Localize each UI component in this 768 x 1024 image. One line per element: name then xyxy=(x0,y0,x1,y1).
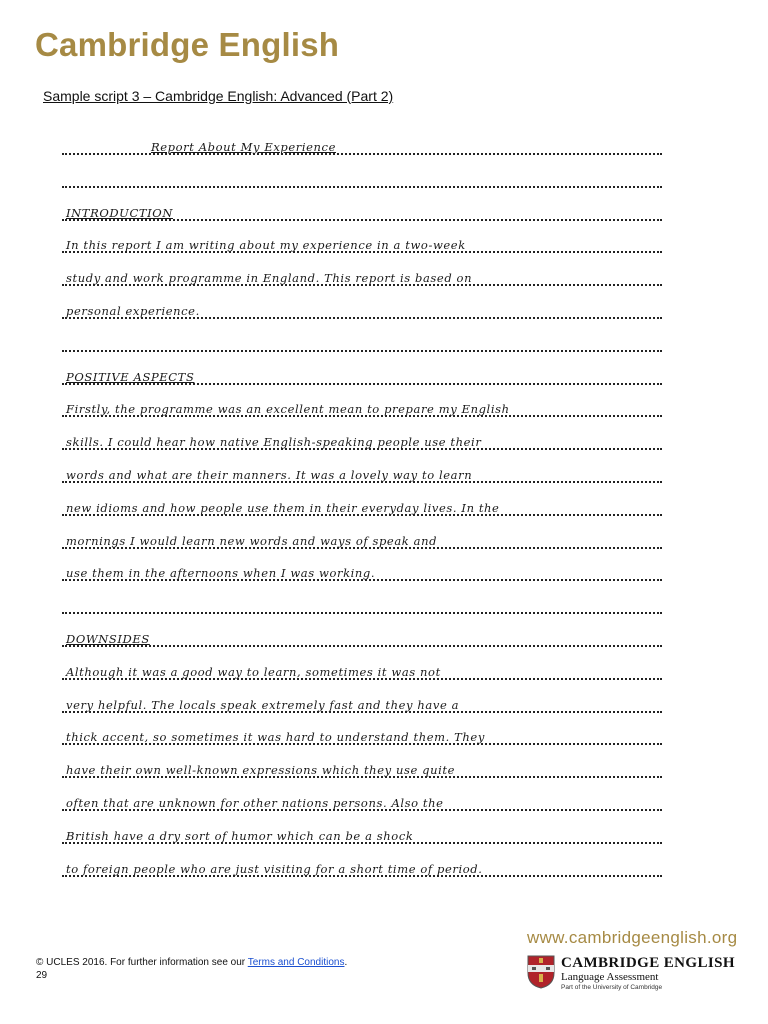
terms-link[interactable]: Terms and Conditions xyxy=(247,957,345,968)
handwritten-line: use them in the afternoons when I was working. xyxy=(66,566,376,581)
handwritten-line: Firstly, the programme was an excellent mean to prepare my English xyxy=(66,402,510,417)
handwritten-line: skills. I could hear how native English-speaking people use their xyxy=(66,435,482,450)
copyright-text: © UCLES 2016. For further information see our xyxy=(36,957,248,968)
handwritten-line: personal experience. xyxy=(66,304,200,318)
handwritten-line: INTRODUCTION xyxy=(66,205,173,220)
handwritten-line: study and work programme in England. This report is based on xyxy=(66,271,473,286)
handwritten-line: words and what are their manners. It was a lovely way to learn xyxy=(66,468,473,482)
handwritten-line: Report About My Experience xyxy=(151,140,337,154)
logo-subtitle: Language Assessment xyxy=(561,971,659,983)
handwritten-line: mornings I would learn new words and ways of speak and xyxy=(66,533,438,548)
copyright-suffix: . xyxy=(344,957,348,968)
handwritten-script xyxy=(62,133,662,876)
handwritten-line: new idioms and how people use them in their everyday lives. In the xyxy=(66,500,500,515)
logo-part-text: Part of the University of Cambridge xyxy=(561,984,663,991)
handwritten-line: have their own well-known expressions which they use quite xyxy=(66,763,455,778)
page-subtitle: Sample script 3 – Cambridge English: Advanced (Part 2) xyxy=(43,88,394,104)
handwritten-line: often that are unknown for other nations persons. Also the xyxy=(66,796,444,810)
handwritten-line: British have a dry sort of humor which can be a shock xyxy=(66,828,414,843)
handwritten-line: DOWNSIDES xyxy=(66,632,150,646)
cambridge-crest-icon xyxy=(527,955,555,989)
ruled-line xyxy=(62,350,662,352)
handwritten-line: POSITIVE ASPECTS xyxy=(66,369,195,384)
page-number: 29 xyxy=(36,970,48,981)
ruled-line xyxy=(62,186,662,188)
handwritten-line: Although it was a good way to learn, sometimes it was not xyxy=(66,664,441,679)
handwritten-line: to foreign people who are just visiting for a short time of period. xyxy=(66,861,483,876)
handwritten-line: In this report I am writing about my experience in a two-week xyxy=(66,238,466,253)
brand-title: Cambridge English xyxy=(35,26,340,63)
ruled-line xyxy=(62,645,662,647)
website-url[interactable]: www.cambridgeenglish.org xyxy=(527,928,738,947)
handwritten-line: very helpful. The locals speak extremely fast and they have a xyxy=(66,697,460,712)
ruled-line xyxy=(62,612,662,614)
logo-name: CAMBRIDGE ENGLISH xyxy=(561,955,735,971)
copyright-notice xyxy=(36,957,347,968)
handwritten-line: thick accent, so sometimes it was hard to understand them. They xyxy=(66,730,485,745)
